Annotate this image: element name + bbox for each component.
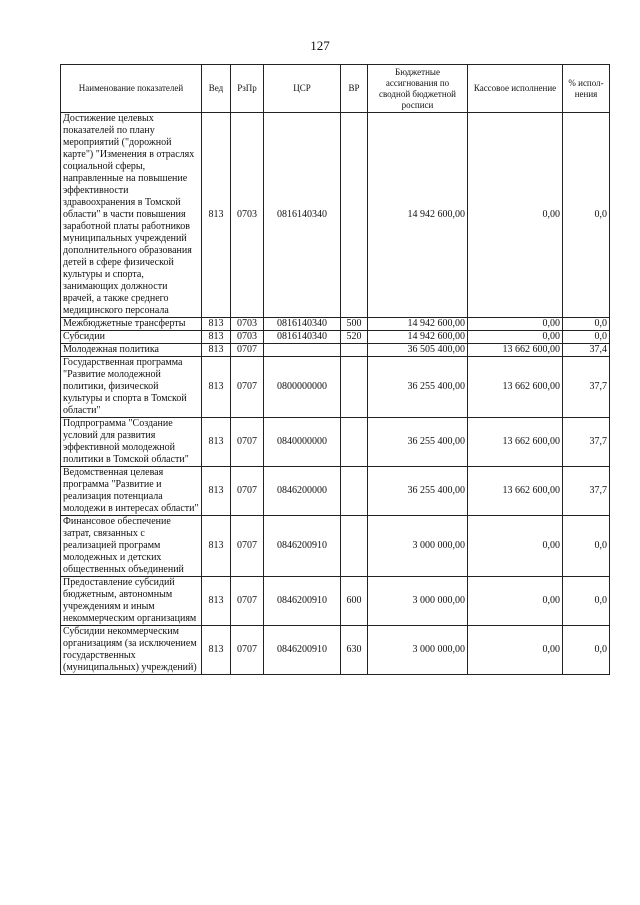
row-vr [341,467,368,516]
row-budget: 36 505 400,00 [368,344,468,357]
row-name: Субсидии [61,331,202,344]
row-ved: 813 [202,516,231,577]
row-name: Субсидии некоммерческим организациям (за исключением государственных (муниципальных) учреждений) [61,626,202,675]
row-pct: 0,0 [563,516,610,577]
row-csr: 0846200000 [264,467,341,516]
row-csr [264,344,341,357]
table-row [61,418,610,467]
row-name: Государственная программа "Развитие молодежной политики, физической культуры и спорта в Томской области" [61,357,202,418]
row-ved: 813 [202,331,231,344]
row-budget: 3 000 000,00 [368,626,468,675]
row-budget: 36 255 400,00 [368,357,468,418]
row-rzpr: 0703 [231,113,264,318]
row-budget: 14 942 600,00 [368,113,468,318]
row-csr: 0846200910 [264,516,341,577]
table-row [61,577,610,626]
row-name: Молодежная политика [61,344,202,357]
row-csr: 0816140340 [264,113,341,318]
row-pct: 37,4 [563,344,610,357]
header-pct: % испол-нения [563,65,610,113]
header-name: Наименование показателей [61,65,202,113]
row-rzpr: 0703 [231,318,264,331]
row-name: Финансовое обеспечение затрат, связанных с реализацией программ молодежных и детских общественных объединений [61,516,202,577]
row-rzpr: 0707 [231,418,264,467]
header-ved: Вед [202,65,231,113]
row-csr: 0800000000 [264,357,341,418]
row-pct: 0,0 [563,113,610,318]
row-vr [341,357,368,418]
row-pct: 0,0 [563,577,610,626]
row-pct: 37,7 [563,418,610,467]
row-csr: 0846200910 [264,626,341,675]
row-budget: 3 000 000,00 [368,516,468,577]
header-cash: Кассовое исполнение [468,65,563,113]
header-csr: ЦСР [264,65,341,113]
row-rzpr: 0707 [231,516,264,577]
row-name: Ведомственная целевая программа "Развитие и реализация потенциала молодежи в интересах области" [61,467,202,516]
row-rzpr: 0707 [231,626,264,675]
row-rzpr: 0703 [231,331,264,344]
header-row [61,65,610,113]
row-pct: 37,7 [563,357,610,418]
row-budget: 3 000 000,00 [368,577,468,626]
row-cash: 13 662 600,00 [468,344,563,357]
budget-table [60,64,610,675]
row-vr [341,418,368,467]
row-budget: 14 942 600,00 [368,331,468,344]
table-row [61,626,610,675]
row-csr: 0840000000 [264,418,341,467]
row-csr: 0846200910 [264,577,341,626]
row-budget: 36 255 400,00 [368,467,468,516]
row-cash: 0,00 [468,516,563,577]
row-ved: 813 [202,344,231,357]
row-ved: 813 [202,467,231,516]
row-pct: 37,7 [563,467,610,516]
row-cash: 13 662 600,00 [468,467,563,516]
header-rzpr: РзПр [231,65,264,113]
row-csr: 0816140340 [264,331,341,344]
row-vr [341,344,368,357]
header-budget: Бюджетные ассигнования по сводной бюджетной росписи [368,65,468,113]
row-pct: 0,0 [563,626,610,675]
row-vr [341,113,368,318]
row-cash: 0,00 [468,626,563,675]
row-rzpr: 0707 [231,357,264,418]
row-vr: 500 [341,318,368,331]
row-ved: 813 [202,418,231,467]
row-cash: 13 662 600,00 [468,418,563,467]
row-rzpr: 0707 [231,344,264,357]
row-rzpr: 0707 [231,467,264,516]
table-row [61,357,610,418]
row-vr: 630 [341,626,368,675]
row-cash: 13 662 600,00 [468,357,563,418]
row-cash: 0,00 [468,331,563,344]
table-row [61,113,610,318]
row-pct: 0,0 [563,318,610,331]
row-ved: 813 [202,577,231,626]
row-name: Предоставление субсидий бюджетным, автономным учреждениям и иным некоммерческим организациям [61,577,202,626]
table-row [61,467,610,516]
table-row [61,318,610,331]
row-name: Достижение целевых показателей по плану мероприятий ("дорожной карте") "Изменения в отраслях социальной сферы, направленные на повышение эффективности здравоохранения в Томской области" в части повышения заработной платы работников муниципальных учреждений дополнительного образования детей в сфере физической культуры и спорта, занимающих должности врачей, а также среднего медицинского персонала [61,113,202,318]
table-row [61,516,610,577]
row-vr: 600 [341,577,368,626]
row-cash: 0,00 [468,577,563,626]
row-name: Подпрограмма "Создание условий для развития эффективной молодежной политики в Томской области" [61,418,202,467]
table-row [61,344,610,357]
row-budget: 36 255 400,00 [368,418,468,467]
row-ved: 813 [202,357,231,418]
header-vr: ВР [341,65,368,113]
row-ved: 813 [202,626,231,675]
row-ved: 813 [202,318,231,331]
table-row [61,331,610,344]
row-rzpr: 0707 [231,577,264,626]
row-cash: 0,00 [468,318,563,331]
row-name: Межбюджетные трансферты [61,318,202,331]
page-number: 127 [310,38,330,53]
row-ved: 813 [202,113,231,318]
row-cash: 0,00 [468,113,563,318]
row-budget: 14 942 600,00 [368,318,468,331]
row-vr: 520 [341,331,368,344]
row-csr: 0816140340 [264,318,341,331]
row-pct: 0,0 [563,331,610,344]
row-vr [341,516,368,577]
